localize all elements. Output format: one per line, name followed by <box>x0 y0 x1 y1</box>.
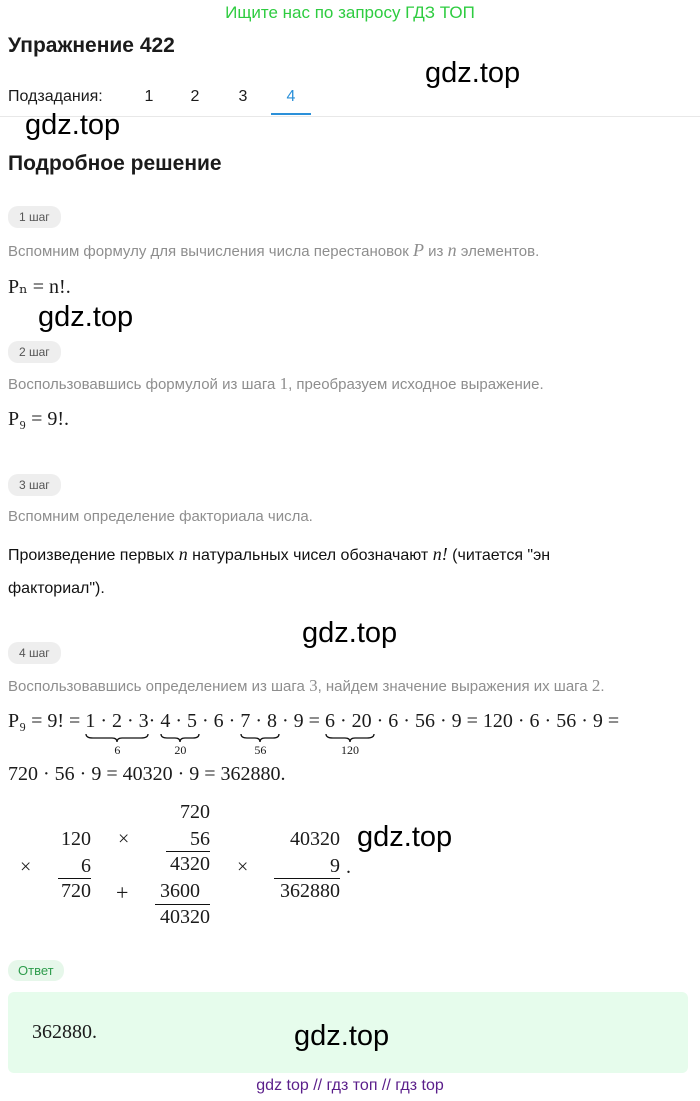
watermark: gdz.top <box>302 617 398 649</box>
step-badge: 4 шаг <box>8 642 61 664</box>
calc2-a: 720 <box>180 801 210 823</box>
calc3-result: 362880 <box>280 880 340 902</box>
active-tab-underline <box>271 113 311 115</box>
step-hint: Воспользовавшись определением из шага 3, найдем значение выражения их шага 2. <box>8 676 605 695</box>
calc2-rule1 <box>166 851 210 852</box>
step-hint: Вспомним определение факториала числа. <box>8 508 313 525</box>
plus-sign: + <box>116 880 129 905</box>
calc2-rule2 <box>155 904 210 905</box>
equation-line-2: 720 · 56 · 9 = 40320 · 9 = 362880. <box>8 763 286 785</box>
calc3-rule <box>274 878 340 879</box>
step-text: Произведение первых n натуральных чисел обозначают n! (читается "эн <box>8 544 551 564</box>
calc1-rule <box>58 878 91 879</box>
answer-badge: Ответ <box>8 960 64 981</box>
subtask-tab-2[interactable]: 2 <box>190 88 200 105</box>
calc3-b: 9 <box>330 855 340 877</box>
calc2-b: 56 <box>190 828 210 850</box>
top-banner: Ищите нас по запросу ГДЗ ТОП <box>225 3 475 22</box>
footer-links[interactable]: gdz top // гдз топ // гдз top <box>256 1077 444 1094</box>
subtask-tab-3[interactable]: 3 <box>238 88 248 105</box>
watermark: gdz.top <box>357 821 453 853</box>
step-badge: 2 шаг <box>8 341 61 363</box>
subtask-tab-1[interactable]: 1 <box>144 88 154 105</box>
calc3-a: 40320 <box>290 828 340 850</box>
multiply-sign: × <box>237 856 249 878</box>
step-formula: Pₙ = n!. <box>8 276 71 298</box>
answer-value: 362880. <box>32 1021 97 1043</box>
underbrace <box>325 733 375 743</box>
subtasks-label: Подзадания: <box>8 88 103 105</box>
equation-line-1: P₉ = 9! = 1 · 2 · 3 6 · 4 · 5 20 · 6 · 7 · 8 56 · 9 = 6 · 20 120 · 6 · 56 · 9 = 120 · 6 · 56 · 9 = <box>8 710 620 757</box>
multiply-sign: × <box>20 856 32 878</box>
calc1-result: 720 <box>61 880 91 902</box>
calc-end-dot: . <box>346 856 351 878</box>
step-text-line2: факториал"). <box>8 580 105 597</box>
underbrace <box>160 733 200 743</box>
subtask-tab-4[interactable]: 4 <box>286 88 296 105</box>
calc1-b: 6 <box>81 855 91 877</box>
calc2-partial1: 4320 <box>170 853 210 875</box>
step-badge: 1 шаг <box>8 206 61 228</box>
multiply-sign: × <box>118 828 130 850</box>
step-hint: Вспомним формулу для вычисления числа перестановок P из n элементов. <box>8 240 540 260</box>
underbrace <box>85 733 149 743</box>
watermark: gdz.top <box>425 57 521 89</box>
step-badge: 3 шаг <box>8 474 61 496</box>
watermark: gdz.top <box>294 1020 390 1052</box>
watermark: gdz.top <box>38 301 134 333</box>
watermark: gdz.top <box>25 109 121 141</box>
step-formula: P₉ = 9!. <box>8 408 70 430</box>
step-hint: Воспользовавшись формулой из шага 1, преобразуем исходное выражение. <box>8 374 544 393</box>
calc2-partial2: 3600 <box>160 880 200 902</box>
page-title: Упражнение 422 <box>8 34 175 57</box>
calc2-result: 40320 <box>160 906 210 928</box>
section-title: Подробное решение <box>8 152 222 175</box>
underbrace <box>240 733 280 743</box>
calc1-a: 120 <box>61 828 91 850</box>
